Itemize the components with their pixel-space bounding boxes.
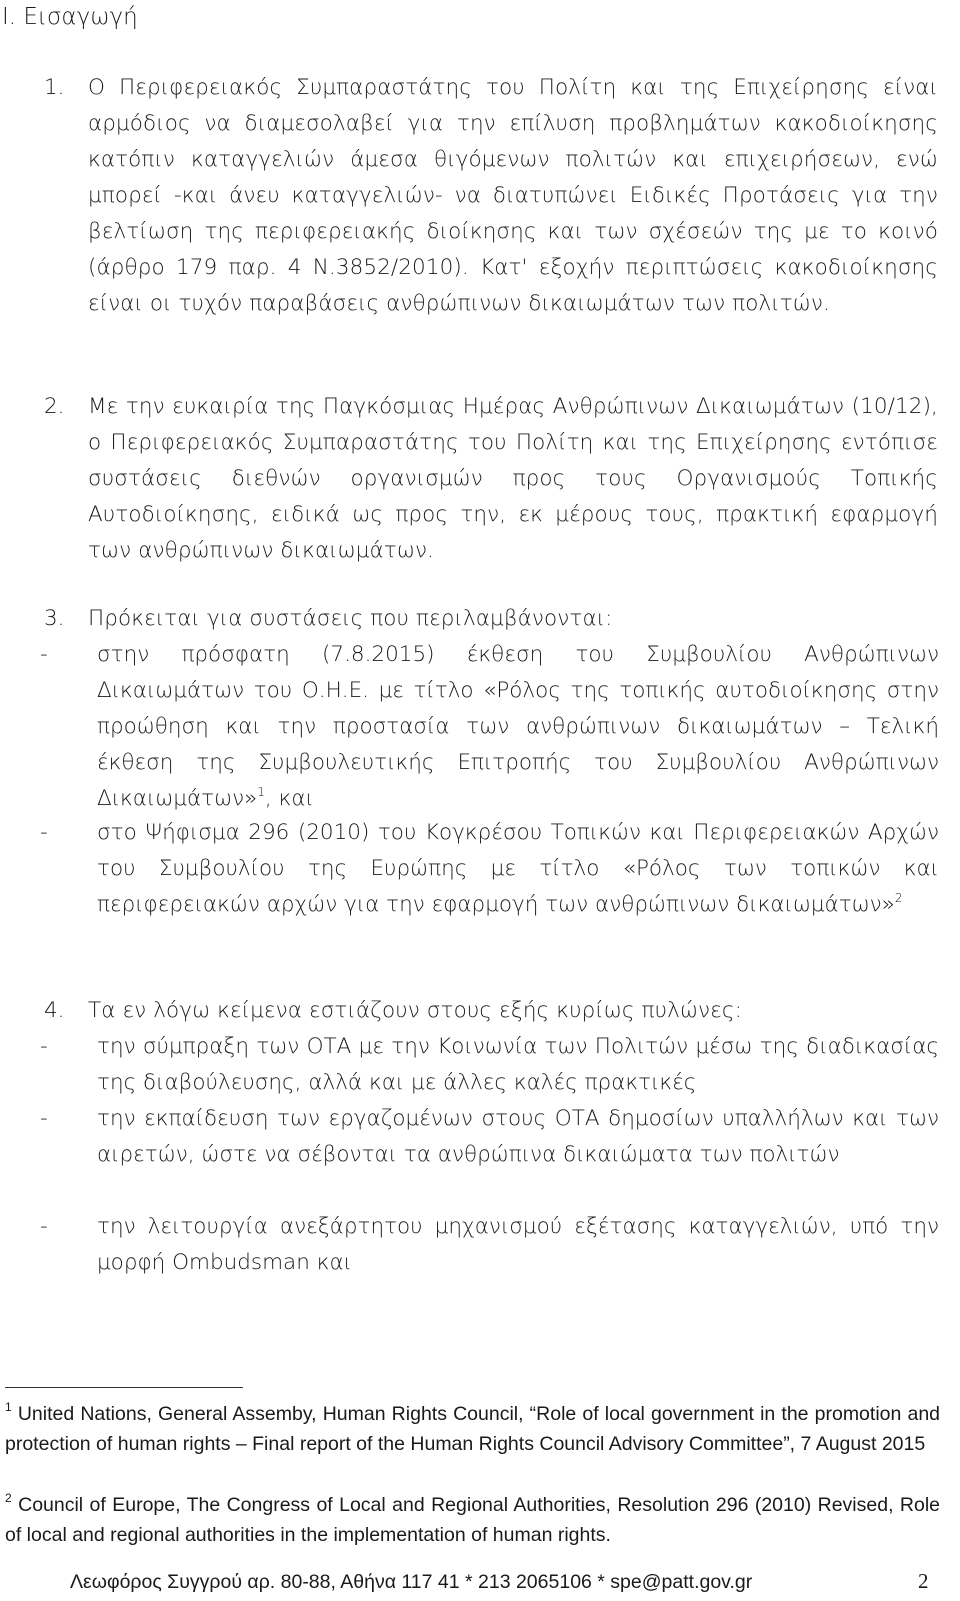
section-heading: Ι. Εισαγωγή: [2, 4, 138, 30]
paragraph-1: Ο Περιφερειακός Συμπαραστάτης του Πολίτη και της Επιχείρησης είναι αρμόδιος να διαμεσολαβεί για την επίλυση προβλημάτων κακοδιοίκησης κατόπιν καταγγελιών άμεσα θιγόμενων πολιτών και επιχειρήσεων, ενώ μπορεί -και άνευ καταγγελιών- να διατυπώνει Ειδικές Προτάσεις για την βελτίωση της περιφερειακής διοίκησης και των σχέσεών της με το κοινό (άρθρο 179 παρ. 4 Ν.3852/2010). Κατ' εξοχήν περιπτώσεις κακοδιοίκησης είναι οι τυχόν παραβάσεις ανθρώπινων δικαιωμάτων των πολιτών.: [88, 75, 938, 316]
paragraph-number-4: 4.: [44, 998, 65, 1023]
footnote-ref-1[interactable]: 1: [257, 785, 265, 799]
paragraph-4-intro: Τα εν λόγω κείμενα εστιάζουν στους εξής κυρίως πυλώνες:: [88, 998, 742, 1023]
paragraph-number-2: 2.: [44, 394, 65, 419]
bullet-dash: -: [40, 642, 48, 667]
paragraph-3-intro: Πρόκειται για συστάσεις που περιλαμβάνονται:: [88, 606, 613, 631]
bullet-dash: -: [40, 1034, 48, 1059]
bullet-item-civil-society: την σύμπραξη των ΟΤΑ με την Κοινωνία των Πολιτών μέσω της διαδικασίας της διαβούλευσης, αλλά και με άλλες καλές πρακτικές: [97, 1034, 939, 1095]
bullet-dash: -: [40, 1214, 48, 1239]
footnote-1: $^1$ United Nations, General Assemby, Human Rights Council, “Role of local government in the promotion and protection of human rights – Final report of the Human Rights Council Advisory Committee”, 7 August 2015: [5, 1400, 941, 1455]
bullet-dash: -: [40, 820, 48, 845]
footnote-mark: 2: [5, 1491, 12, 1505]
footnote-ref-2[interactable]: 2: [894, 891, 903, 905]
footnote-2: $^2$ Council of Europe, The Congress of Local and Regional Authorities, Resolution 296 (2010) Revised, Role of local and regional authorities in the implementation of human rights.: [5, 1491, 940, 1546]
paragraph-number-3: 3.: [44, 606, 65, 631]
paragraph-2: Με την ευκαιρία της Παγκόσμιας Ημέρας Ανθρώπινων Δικαιωμάτων (10/12), ο Περιφερειακός Συμπαραστάτης του Πολίτη και της Επιχείρησης εντόπισε συστάσεις διεθνών οργανισμών προς τους Οργανισμούς Τοπικής Αυτοδιοίκησης, ειδικά ως προς την, εκ μέρους τους, πρακτική εφαρμογή των ανθρώπινων δικαιωμάτων.: [88, 394, 938, 563]
page-number: 2: [918, 1569, 929, 1593]
bullet-item-coe-resolution: στο Ψήφισμα 296 (2010) του Κογκρέσου Τοπικών και Περιφερειακών Αρχών του Συμβουλίου της Ευρώπης με τίτλο «Ρόλος των τοπικών και περιφερειακών αρχών για την εφαρμογή των ανθρώπινων δικαιωμάτων»$^2$: [97, 820, 939, 917]
footnote-mark: 1: [5, 1400, 12, 1414]
bullet-dash: -: [40, 1106, 48, 1131]
footnote-separator: [5, 1387, 243, 1388]
paragraph-number-1: 1.: [44, 75, 65, 100]
bullet-item-training: την εκπαίδευση των εργαζομένων στους ΟΤΑ δημοσίων υπαλλήλων και των αιρετών, ώστε να σέβονται τα ανθρώπινα δικαιώματα των πολιτών: [97, 1106, 939, 1167]
bullet-item-un-report: στην πρόσφατη (7.8.2015) έκθεση του Συμβουλίου Ανθρώπινων Δικαιωμάτων του Ο.Η.Ε. με τίτλο «Ρόλος της τοπικής αυτοδιοίκησης στην προώθηση και την προστασία των ανθρώπινων δικαιωμάτων – Τελική έκθεση της Συμβουλευτικής Επιτροπής του Συμβουλίου Ανθρώπινων Δικαιωμάτων»$^1$, και: [97, 642, 939, 811]
bullet-item-ombudsman: την λειτουργία ανεξάρτητου μηχανισμού εξέτασης καταγγελιών, υπό την μορφή Ombudsman και: [97, 1214, 939, 1275]
footer-address: Λεωφόρος Συγγρού αρ. 80-88, Αθήνα 117 41 * 213 2065106 * spe@patt.gov.gr: [70, 1571, 753, 1593]
